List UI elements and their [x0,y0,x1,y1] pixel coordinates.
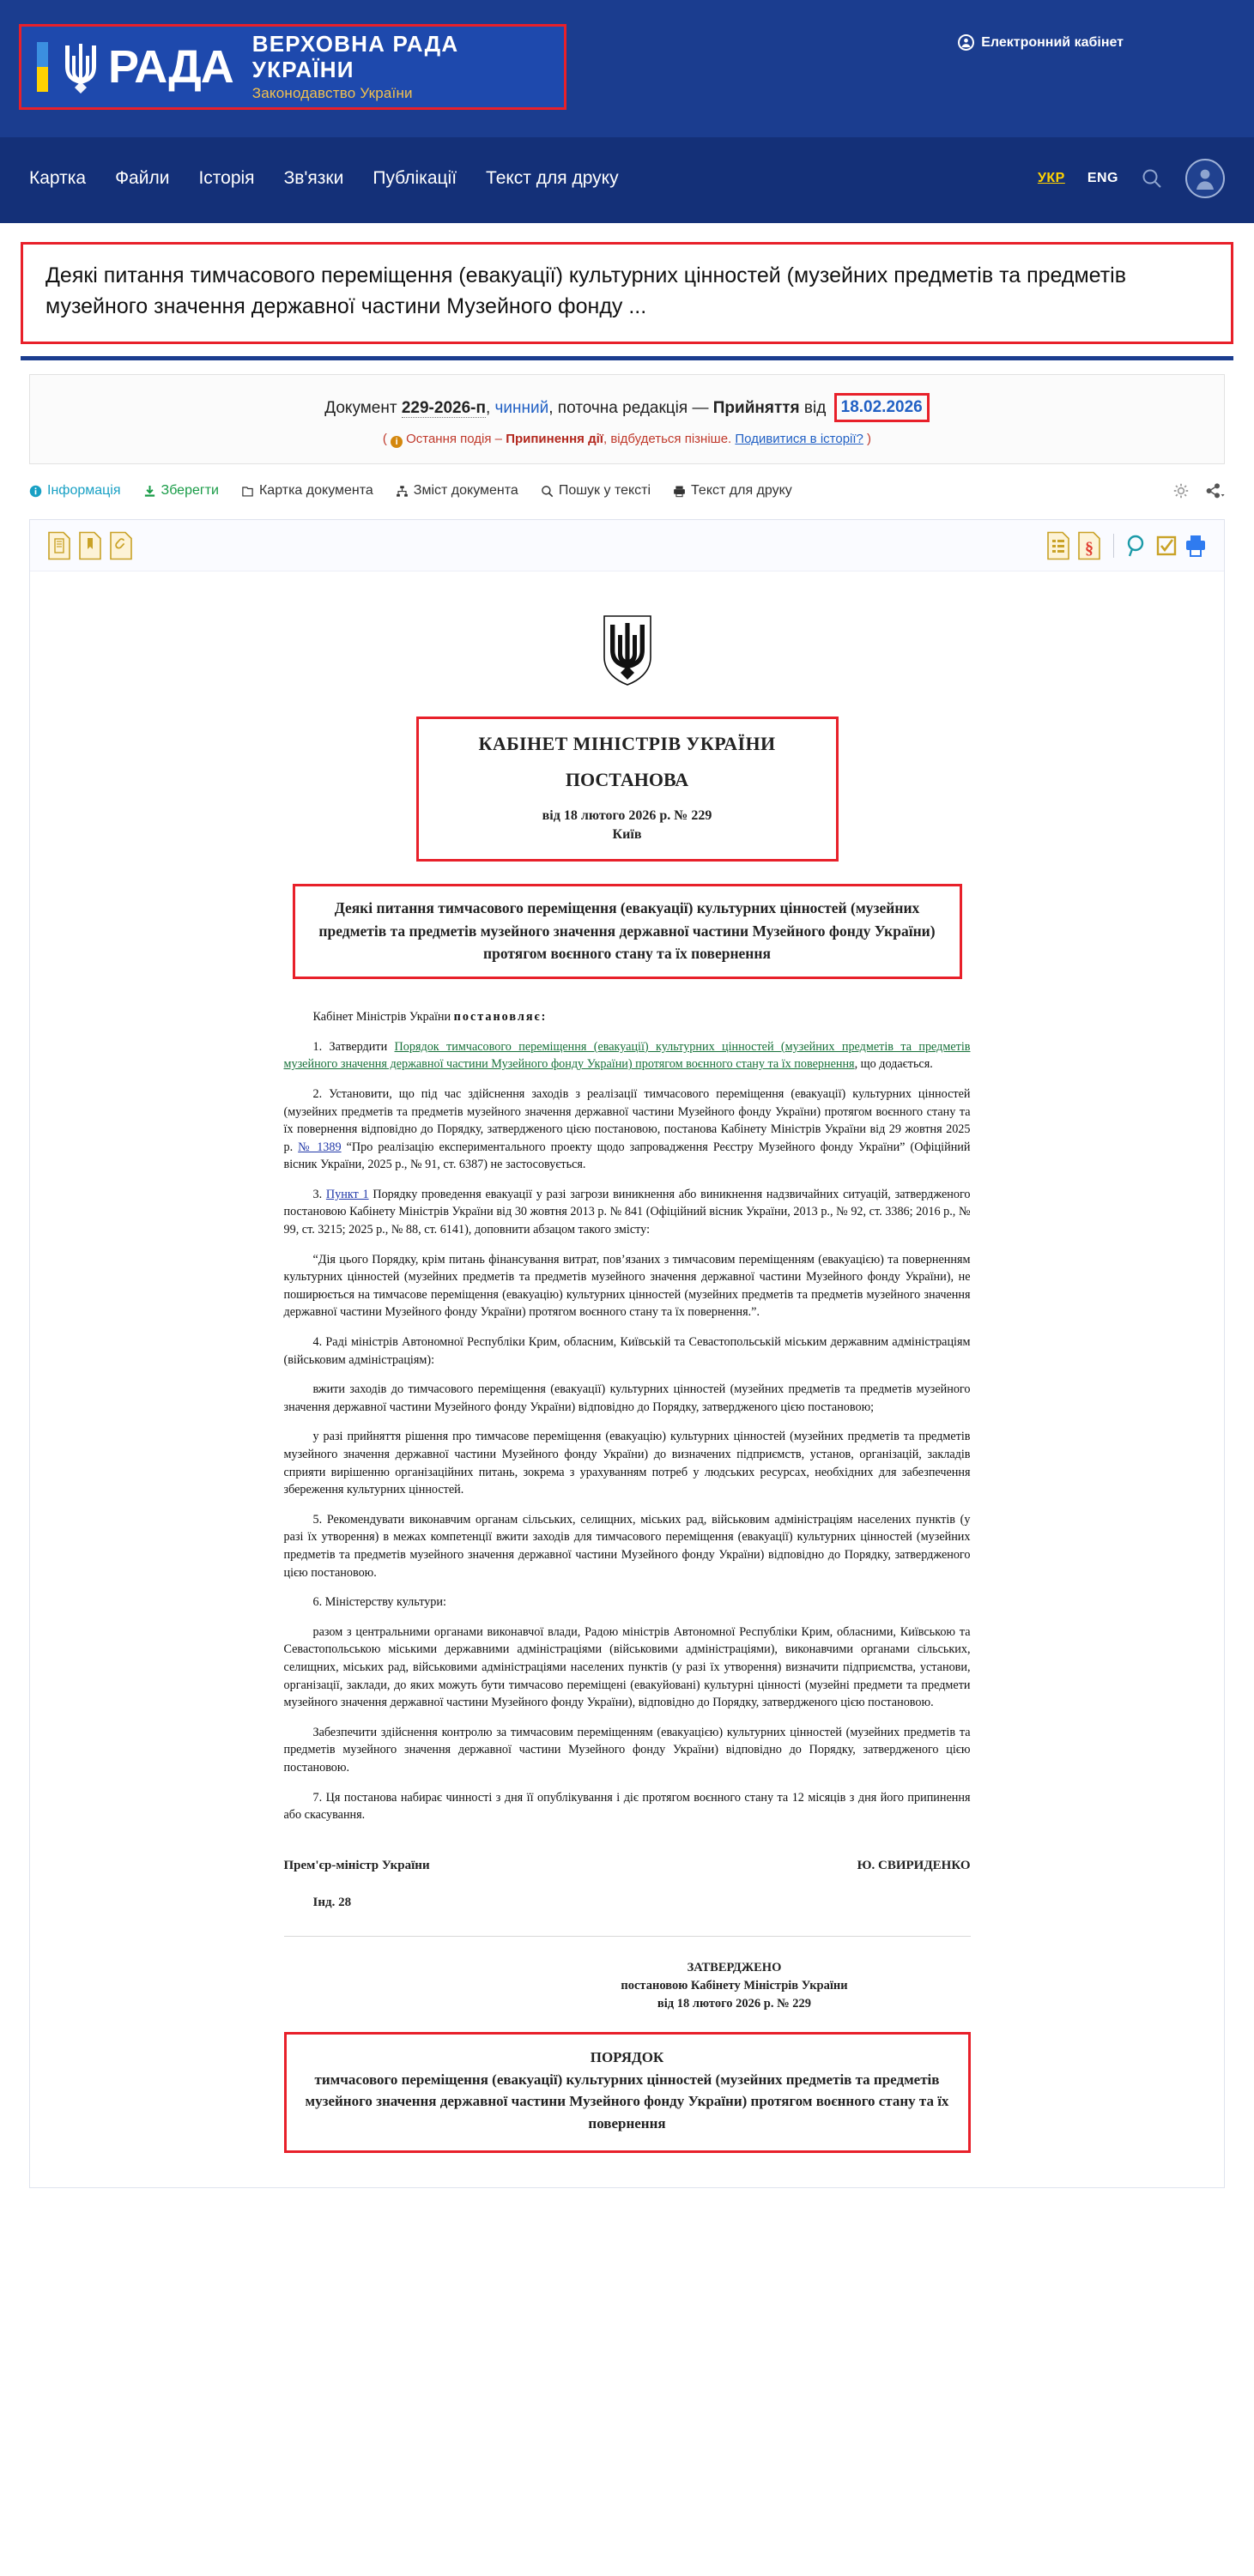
status-note-text1: Остання подія – [406,432,506,447]
status-date-badge[interactable]: 18.02.2026 [834,393,930,423]
ukraine-flag-bar-icon [37,42,48,92]
status-comma: , [485,398,491,417]
authority-heading-box [416,717,839,862]
p2-part2: “Про реалізацію експериментального проекту щодо запровадження Реєстру Музейного фонду України” (Офіційний вісник України, 2025 р., № 91, ст. 6387) не застосовується. [283,1140,971,1172]
p1-poryadok-link[interactable]: Порядок тимчасового переміщення (евакуації) культурних цінностей (музейних предметів та предметів музейного значення державної частини Музейного фонду України) протягом воєнного стану та їх повернення [283,1039,971,1072]
body-paragraph-1 [284,1038,971,1073]
viewer-toolbar [30,520,1224,571]
tab-publikatsii[interactable]: Публікації [373,167,457,188]
body-intro [284,1008,971,1026]
action-label: Пошук у тексті [558,483,651,499]
status-middle: , поточна редакція — [548,398,713,417]
body-paragraph-6a: разом з центральними органами виконавчої влади, Радою міністрів Автономної Республіки Крим, обласними, Київською та Севастопольською міськими державними адміністраціями (військовими адміністраціями), виконавчими органами сільських, селищних, міських рад, військовими адміністраціями населених пунктів (у разі їх утворення) визначити підприємства, установи, організації, заклади, до яких можуть бути тимчасово переміщені (евакуйовані) культурні цінності (музейні предмети та предмети музейного значення державної частини Музейного фонду України), відповідно до Порядку, затвердженого цією постановою. [283,1624,971,1710]
tab-zviazky[interactable]: Зв'язки [283,167,344,188]
body-paragraph-3 [284,1186,971,1239]
tab-faily[interactable]: Файли [115,167,170,188]
body-paragraph-4b: у разі прийняття рішення про тимчасове переміщення (евакуацію) культурних цінностей (музейних предметів та предметів музейного значення державної частини Музейного фонду України) до визначених підприємств, установ, організацій, закладів сприяти вирішенню організаційних питань, зокрема з урахуванням потреб у людських ресурсах, необхідних для забезпечення збереження культурних цінностей. [283,1430,971,1497]
p2-decree-link[interactable]: № 1389 [298,1140,342,1154]
action-tekst-dlya-druku[interactable] [673,483,792,499]
status-note-open: ( [382,432,391,447]
viewer-search-button[interactable] [1126,533,1148,559]
document-main-title: Деякі питання тимчасового переміщення (евакуації) культурних цінностей (музейних предметів та предметів музейного значення державної частини Музейного фонду України) протягом воєнного стану та їх повернення [293,884,962,979]
search-icon [541,485,554,498]
approved-line-2: постановою Кабінету Міністрів України [621,1978,848,1992]
document-attachment-icon [109,531,133,560]
poryadok-title-box [284,2032,971,2153]
main-navigation [0,137,1254,219]
action-zberehty[interactable] [143,483,219,499]
status-event: Прийняття [712,398,800,417]
search-icon [1126,533,1148,559]
tab-kartka[interactable]: Картка [29,167,87,188]
printer-icon [1184,533,1207,559]
body-paragraph-5: 5. Рекомендувати виконавчим органам сільських, селищних, міських рад, військовим адміністраціям населених пунктів (у разі їх утворення) в межах компетенції вжити заходів для тимчасового переміщення (евакуації) культурних цінностей (музейних предметів та предметів музейного значення державної частини Музейного фонду України) відповідно до Порядку, затвердженого цією постановою. [283,1512,971,1580]
document-structure-icon [1046,531,1070,560]
settings-gear-icon[interactable] [1173,483,1189,499]
viewer-structure-button[interactable] [1046,531,1070,560]
document-action-bar [29,483,1225,502]
lang-ukr[interactable]: УКР [1037,170,1065,185]
action-poshuk-u-teksti[interactable] [541,483,651,499]
user-circle-icon [958,34,974,51]
approved-block [284,1959,971,2013]
approved-line-3: від 18 лютого 2026 р. № 229 [657,1996,812,2011]
viewer-paragraph-button[interactable] [1077,531,1101,560]
logo-title-line: ВЕРХОВНА РАДА УКРАЇНИ [251,30,459,82]
document-body [284,1008,971,1824]
status-note-text2: , відбудеться пізніше. [603,432,736,447]
signer-name: Ю. СВИРИДЕНКО [857,1858,971,1872]
action-label: Картка документа [258,483,373,499]
title-blue-rule [21,356,1233,360]
site-logo[interactable] [19,24,566,110]
poryadok-heading: ПОРЯДОК [590,2048,664,2065]
status-prefix: Документ [324,398,397,417]
e-cabinet-label: Електронний кабінет [981,34,1124,50]
signature-row [284,1859,971,1873]
signer-title: Прем'єр-міністр України [283,1858,430,1872]
action-label: Інформація [47,483,121,499]
body-paragraph-4a: вжити заходів до тимчасового переміщення (евакуації) культурних цінностей (музейних предметів та предметів музейного значення державної частини Музейного фонду України) відповідно до Порядку, затвердженого цією постановою; [283,1382,971,1414]
document-date-line: від 18 лютого 2026 р. № 229 [542,808,712,824]
status-history-link[interactable]: Подивитися в історії? [735,432,863,447]
action-informatsiya[interactable] [29,483,121,499]
viewer-check-button[interactable] [1155,533,1178,559]
info-warning-icon: i [391,436,403,448]
document-index: Інд. 28 [312,1895,352,1909]
download-icon [143,485,156,498]
viewer-bookmark-button[interactable] [78,531,102,560]
document-paragraph-icon [1077,531,1101,560]
viewer-attachment-button[interactable] [109,531,133,560]
status-doc-number[interactable]: 229-2026-п [401,398,486,417]
body-paragraph-6: 6. Міністерству культури: [312,1595,446,1610]
checkbox-checked-icon [1155,533,1178,559]
printer-icon [673,485,686,498]
svg-text:§: § [1085,539,1093,559]
body-paragraph-4: 4. Раді міністрів Автономної Республіки Крим, обласним, Київській та Севастопольській міським державним адміністраціям (військовим адміністраціям): [283,1335,971,1367]
document-text-icon [47,531,71,560]
search-icon[interactable] [1141,167,1163,190]
intro-plain: Кабінет Міністрів України [312,1010,454,1025]
body-paragraph-2 [284,1085,971,1174]
share-icon[interactable] [1206,483,1225,499]
approved-line-1: ЗАТВЕРДЖЕНО [687,1960,782,1974]
action-label: Текст для друку [691,483,792,499]
toolbar-divider [1113,534,1114,558]
document-status-panel [29,374,1225,465]
logo-subtitle-line: Законодавство України [251,85,413,102]
action-zmist-dokumenta[interactable] [396,483,518,499]
status-note-close: ) [863,432,872,447]
tab-tekst-dlya-druku[interactable]: Текст для друку [486,167,619,188]
avatar-icon[interactable] [1185,159,1225,198]
page-title: Деякі питання тимчасового переміщення (евакуації) культурних цінностей (музейних предметів та предметів музейного значення державної частини Музейного фонду ... [21,242,1233,344]
card-icon [241,485,254,498]
e-cabinet-link[interactable] [958,34,1124,51]
action-label: Зберегти [161,483,219,499]
action-kartka-dokumenta[interactable] [241,483,373,499]
section-divider [284,1936,971,1937]
document-type: ПОСТАНОВА [565,769,689,791]
logo-rada-word: РАДА [108,41,233,93]
info-icon [29,485,42,498]
poryadok-subtitle: тимчасового переміщення (евакуації) культурних цінностей (музейних предметів та предметів музейного значення державної частини Музейного фонду України) протягом воєнного стану та їх повернення [305,2071,949,2132]
p3-suffix: Порядку проведення евакуації у разі загрози виникнення або виникнення надзвичайних ситуацій, затвердженого постановою Кабінету Міністрів України від 30 жовтня 2013 р. № 841 (Офіційний вісник України, 2013 р., № 92, ст. 3386; 2016 р., № 99, ст. 3215; 2025 р., № 88, ст. 6141), доповнити абзацом такого змісту: [283,1187,971,1237]
p1-prefix: 1. Затвердити [312,1039,395,1054]
authority-name: КАБІНЕТ МІНІСТРІВ УКРАЇНИ [478,733,776,755]
status-state: чинний [494,398,549,417]
body-paragraph-6b: Забезпечити здійснення контролю за тимчасовим переміщенням (евакуацією) культурних цінностей (музейних предметів та предметів музейного значення державної частини Музейного фонду України) відповідно до Порядку, затвердженого цією постановою. [283,1725,971,1775]
p2-part1: 2. Установити, що під час здійснення заходів з реалізації тимчасового переміщення (евакуації) культурних цінностей (музейних предметів та предметів музейного значення державної частини Музейного фонду України) протягом воєнного стану та їх повернення відповідно до Порядку, затвердженого цією постановою, постанова Кабінету Міністрів України від 29 жовтня 2025 р. [283,1086,971,1154]
site-header [0,0,1254,137]
document-viewer [29,519,1225,2188]
viewer-doc-text-button[interactable] [47,531,71,560]
action-label: Зміст документа [413,483,518,499]
tab-istoriya[interactable]: Історія [198,167,255,188]
status-note-bold: Припинення дії [506,432,603,447]
tryzub-icon [58,39,103,95]
body-paragraph-quote: “Дія цього Порядку, крім питань фінансування витрат, пов’язаних з тимчасовим переміщенням (евакуацією) та поверненням культурних цінностей (музейних предметів та предметів музейного значення державної частини Музейного фонду України), не поширюється на тимчасове переміщення (евакуацію) культурних цінностей (музейних предметів та предметів музейного значення державної частини Музейного фонду України) протягом воєнного стану та їх повернення.”. [283,1252,971,1320]
document-bookmark-icon [78,531,102,560]
ukraine-coat-of-arms-icon [30,614,1224,691]
p3-prefix: 3. [312,1187,326,1201]
p3-punkt-link[interactable]: Пункт 1 [325,1187,369,1201]
status-vid: від [799,398,831,417]
document-city: Київ [612,826,642,842]
lang-eng[interactable]: ENG [1087,170,1118,185]
toc-icon [396,485,409,498]
viewer-print-button[interactable] [1184,533,1207,559]
body-paragraph-7: 7. Ця постанова набирає чинності з дня її опублікування і діє протягом воєнного стану та 12 місяців з дня його припинення або скасування. [283,1790,971,1823]
document-page [30,571,1224,2187]
intro-bold: постановляє: [453,1010,548,1025]
p1-suffix: , що додається. [854,1057,933,1072]
